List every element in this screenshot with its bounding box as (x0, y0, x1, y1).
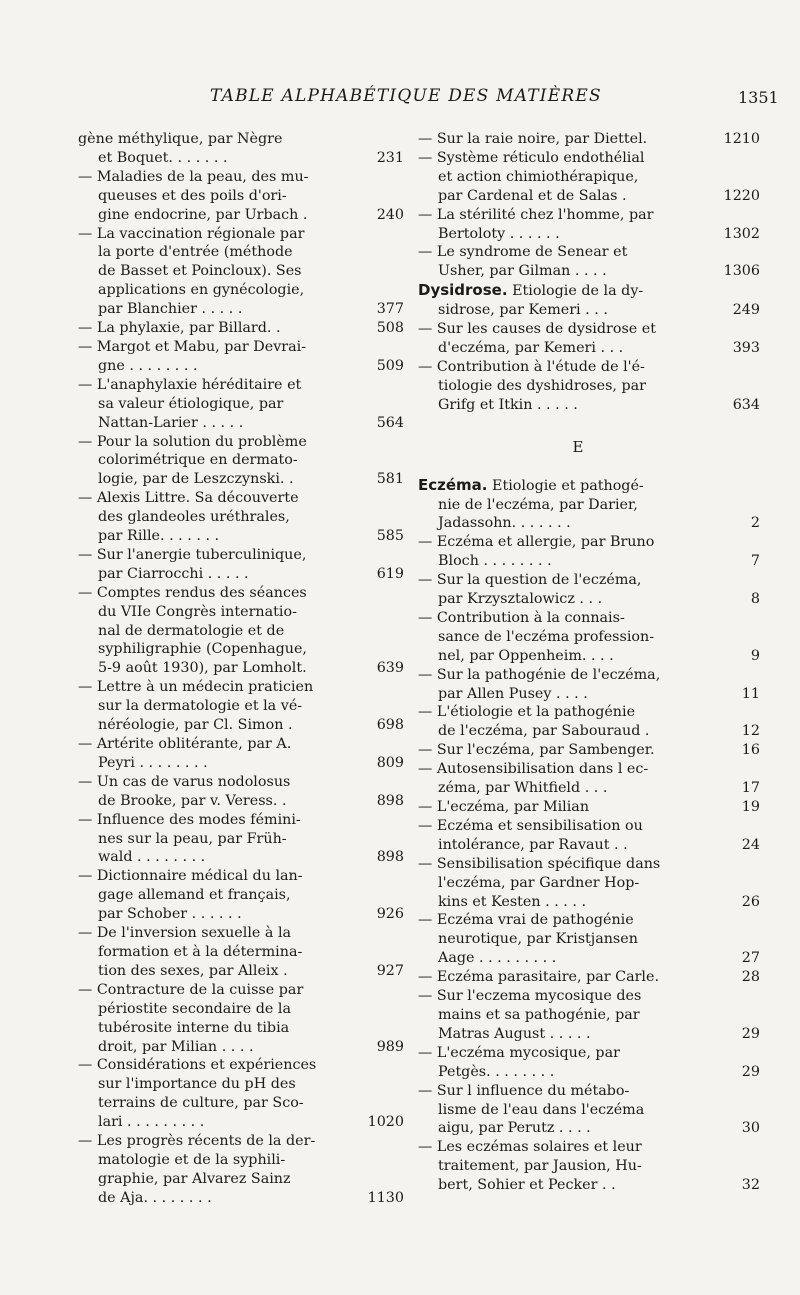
entry-page-number: 7 (750, 553, 760, 570)
index-entry (418, 1138, 760, 1195)
entry-line: de Aja. . . . . . . . (98, 1189, 212, 1206)
entry-line: — Maladies de la peau, des mu- (78, 168, 309, 185)
entry-line: — Artérite oblitérante, par A. (78, 736, 292, 752)
entry-line: bert, Sohier et Pecker . . (438, 1177, 616, 1194)
index-entry (78, 130, 404, 168)
entry-line: — Contribution à la connais- (418, 609, 625, 626)
entry-page-number: 508 (376, 320, 404, 337)
entry-page-number: 28 (741, 969, 760, 986)
index-entry (418, 609, 760, 666)
entry-page-number: 698 (376, 717, 404, 734)
index-entry (78, 678, 404, 735)
entry-line: traitement, par Jausion, Hu- (438, 1158, 642, 1175)
entry-line: intolérance, par Ravaut . . (438, 836, 628, 853)
entry-line: nal de dermatologie et de (98, 622, 285, 639)
entry-page-number: 926 (376, 906, 404, 923)
entry-page-number: 26 (741, 893, 760, 910)
index-entry (78, 168, 404, 225)
entry-page-number: 19 (741, 799, 760, 815)
index-entry (418, 243, 760, 281)
index-entry (78, 584, 404, 679)
entry-line: sa valeur étiologique, par (98, 395, 284, 412)
entry-page-number: 16 (741, 742, 760, 759)
entry-line: du VIIe Congrès internatio- (98, 603, 297, 620)
index-entry (418, 798, 760, 817)
entry-line: — Sur la pathogénie de l'eczéma, (418, 666, 661, 683)
entry-page-number: 377 (376, 301, 404, 318)
entry-line: applications en gynécologie, (98, 282, 305, 299)
entry-line: — Influence des modes fémini- (78, 811, 301, 828)
entry-page-number: 1020 (367, 1114, 404, 1131)
entry-line: graphie, par Alvarez Sainz (98, 1170, 291, 1187)
entry-line: Matras August . . . . . (438, 1025, 591, 1042)
entry-page-number: 30 (741, 1120, 760, 1137)
index-entry (418, 911, 760, 968)
entry-line: par Blanchier . . . . . (98, 301, 243, 318)
entry-page-number: 639 (376, 660, 404, 677)
entry-page-number: 585 (376, 528, 404, 545)
entry-page-number: 1130 (367, 1189, 404, 1206)
entry-line: aigu, par Perutz . . . . (438, 1120, 591, 1137)
entry-line: des glandeoles uréthrales, (98, 509, 290, 526)
entry-page-number: 24 (741, 836, 760, 853)
index-entry (418, 1044, 760, 1082)
left-column (78, 130, 404, 1208)
entry-line: logie, par de Leszczynski. . (98, 471, 294, 488)
entry-line: — Contracture de la cuisse par (78, 981, 304, 998)
index-entry (78, 338, 404, 376)
entry-line: par Cardenal et de Salas . (438, 187, 627, 204)
entry-line: — Autosensibilisation dans l ec- (418, 761, 649, 778)
entry-line: matologie et de la syphili- (98, 1151, 286, 1168)
index-entry (78, 546, 404, 584)
entry-line: — Dictionnaire médical du lan- (78, 868, 303, 885)
entry-line: et Boquet. . . . . . . (98, 149, 228, 166)
index-entry (418, 130, 760, 149)
entry-line: colorimétrique en dermato- (98, 452, 298, 469)
entry-line: — Pour la solution du problème (78, 433, 307, 450)
entry-line: Aage . . . . . . . . . (438, 950, 557, 967)
entry-line: — Sur l'eczema mycosique des (418, 988, 642, 1005)
entry-line: Eczéma. Etiologie et pathogé- (418, 475, 644, 494)
entry-line: — L'étiologie et la pathogénie (418, 704, 636, 721)
entry-line: — Eczéma vrai de pathogénie (418, 912, 634, 929)
entry-line: — Sur la question de l'eczéma, (418, 572, 642, 589)
entry-line: — Sur les causes de dysidrose et (418, 321, 656, 338)
headword: Eczéma. (418, 475, 488, 494)
entry-line: droit, par Milian . . . . (98, 1038, 254, 1055)
index-entry (418, 1082, 760, 1139)
entry-page-number: 393 (732, 339, 760, 356)
entry-line: — Alexis Littre. Sa découverte (78, 490, 299, 507)
entry-line: — Sur l'eczéma, par Sambenger. (418, 742, 655, 759)
index-entry (418, 475, 760, 534)
index-entry (418, 968, 760, 987)
entry-line: 5-9 août 1930), par Lomholt. (98, 660, 307, 677)
right-column (418, 130, 760, 1195)
index-entry (418, 358, 760, 415)
index-entry (418, 666, 760, 704)
entry-line: de Basset et Poincloux). Ses (98, 263, 302, 280)
page-header (0, 80, 800, 110)
entry-line: syphiligraphie (Copenhague, (98, 641, 307, 658)
index-entry (78, 489, 404, 546)
entry-line: — Sur l'anergie tuberculinique, (78, 546, 307, 563)
entry-line: — La stérilité chez l'homme, par (418, 206, 654, 223)
entry-page-number: 231 (376, 149, 404, 166)
index-entry (418, 703, 760, 741)
entry-page-number: 12 (741, 723, 760, 740)
entry-line: sance de l'eczéma profession- (438, 628, 655, 645)
entry-line: tiologie des dyshidroses, par (438, 377, 647, 394)
entry-line: de Brooke, par v. Veress. . (98, 792, 287, 809)
entry-line: — Contribution à l'étude de l'é- (418, 358, 645, 375)
entry-page-number: 27 (741, 950, 760, 967)
entry-line: — Les eczémas solaires et leur (418, 1139, 642, 1156)
entry-line: — Margot et Mabu, par Devrai- (78, 338, 307, 355)
entry-line: lari . . . . . . . . . (98, 1114, 205, 1131)
entry-line: queuses et des poils d'ori- (98, 187, 287, 204)
entry-page-number: 32 (741, 1177, 760, 1194)
entry-page-number: 1302 (723, 225, 760, 242)
entry-line: gine endocrine, par Urbach . (98, 206, 308, 223)
index-entry (418, 817, 760, 855)
entry-line: — Comptes rendus des séances (78, 584, 307, 601)
index-entry (78, 811, 404, 868)
entry-line: kins et Kesten . . . . . (438, 893, 587, 910)
index-entry (78, 773, 404, 811)
entry-page-number: 1210 (723, 131, 760, 147)
entry-line: — L'eczéma mycosique, par (418, 1044, 620, 1061)
entry-line: neurotique, par Kristjansen (438, 931, 638, 948)
index-entry (418, 760, 760, 798)
entry-line: — Les progrès récents de la der- (78, 1133, 316, 1150)
entry-line: par Rille. . . . . . . (98, 528, 220, 545)
entry-line: Jadassohn. . . . . . . (438, 515, 571, 532)
entry-line: d'eczéma, par Kemeri . . . (438, 339, 624, 356)
running-title: TABLE ALPHABÉTIQUE DES MATIÈRES (210, 86, 602, 106)
entry-line: par Schober . . . . . . (98, 906, 242, 923)
entry-line: Dysidrose. Etiologie de la dy- (418, 281, 644, 300)
entry-line: — L'eczéma, par Milian (418, 799, 590, 815)
right-column-top (418, 130, 760, 415)
entry-page-number: 240 (376, 206, 404, 223)
entry-page-number: 581 (376, 471, 404, 488)
entry-page-number: 509 (376, 357, 404, 374)
entry-line: Usher, par Gilman . . . . (438, 263, 607, 280)
entry-page-number: 9 (750, 647, 760, 664)
entry-line: — De l'inversion sexuelle à la (78, 925, 292, 942)
entry-line: de l'eczéma, par Sabouraud . (438, 723, 650, 740)
index-entry (418, 281, 760, 320)
entry-line: — Sur l influence du métabo- (418, 1082, 630, 1099)
index-entry (418, 533, 760, 571)
entry-page-number: 17 (741, 780, 760, 797)
entry-page-number: 619 (376, 565, 404, 582)
entry-line: — Système réticulo endothélial (418, 149, 645, 166)
entry-line: nie de l'eczéma, par Darier, (438, 496, 638, 513)
entry-line: formation et à la détermina- (98, 943, 303, 960)
index-entry (78, 1132, 404, 1208)
entry-line: par Ciarrocchi . . . . . (98, 565, 249, 582)
entry-page-number: 564 (376, 414, 404, 431)
index-entry (78, 433, 404, 490)
entry-line: wald . . . . . . . . (98, 849, 206, 866)
entry-line: gne . . . . . . . . (98, 357, 198, 374)
section-letter: E (572, 437, 584, 456)
entry-line: Petgès. . . . . . . . (438, 1063, 555, 1080)
entry-line: — Le syndrome de Senear et (418, 244, 628, 261)
entry-page-number: 898 (376, 849, 404, 866)
index-entry (418, 987, 760, 1044)
entry-line: sur l'importance du pH des (98, 1076, 296, 1093)
headword: Dysidrose. (418, 281, 508, 300)
entry-line: — La phylaxie, par Billard. . (78, 320, 281, 337)
entry-page-number: 29 (741, 1025, 760, 1042)
entry-line: sur la dermatologie et la vé- (98, 698, 303, 715)
entry-line: par Krzysztalowicz . . . (438, 591, 603, 608)
entry-page-number: 8 (750, 591, 760, 608)
entry-line: et action chimiothérapique, (438, 168, 639, 185)
entry-line: Bloch . . . . . . . . (438, 553, 552, 570)
entry-page-number: 1306 (723, 263, 760, 280)
entry-page-number: 809 (376, 754, 404, 771)
entry-line: périostite secondaire de la (98, 1000, 291, 1017)
index-entry (418, 206, 760, 244)
entry-page-number: 898 (376, 792, 404, 809)
entry-line: tubérosite interne du tibia (98, 1019, 290, 1036)
entry-line: — Eczéma parasitaire, par Carle. (418, 969, 660, 986)
entry-line: par Allen Pusey . . . . (438, 685, 588, 702)
entry-line: — La vaccination régionale par (78, 225, 305, 242)
entry-line: — Sur la raie noire, par Diettel. (418, 131, 648, 147)
entry-line: Grifg et Itkin . . . . . (438, 396, 578, 413)
entry-line: gage allemand et français, (98, 887, 291, 904)
entry-line: — Eczéma et sensibilisation ou (418, 817, 643, 834)
entry-line: — Eczéma et allergie, par Bruno (418, 534, 655, 551)
entry-line: la porte d'entrée (méthode (98, 244, 293, 261)
entry-line: nel, par Oppenheim. . . . (438, 647, 614, 664)
page-number: 1351 (738, 88, 779, 107)
entry-line: mains et sa pathogénie, par (438, 1006, 640, 1023)
index-entry (418, 320, 760, 358)
entry-line: nes sur la peau, par Früh- (98, 830, 287, 847)
entry-line: l'eczéma, par Gardner Hop- (438, 874, 640, 891)
index-entry (418, 149, 760, 206)
entry-page-number: 2 (750, 515, 760, 532)
entry-line: — Considérations et expériences (78, 1057, 317, 1074)
entry-page-number: 11 (741, 685, 760, 702)
index-entry (78, 867, 404, 924)
entry-page-number: 29 (741, 1063, 760, 1080)
entry-line: sidrose, par Kemeri . . . (438, 302, 608, 319)
entry-line: — Sensibilisation spécifique dans (418, 855, 661, 872)
entry-line: zéma, par Whitfield . . . (438, 780, 608, 797)
entry-line: — Un cas de varus nodolosus (78, 773, 291, 790)
entry-line: — Lettre à un médecin praticien (78, 679, 314, 696)
index-entry (418, 741, 760, 760)
entry-line: Peyri . . . . . . . . (98, 754, 208, 771)
entry-line: tion des sexes, par Alleix . (98, 962, 288, 979)
entry-page-number: 1220 (723, 187, 760, 204)
index-entry (78, 376, 404, 433)
index-entry (418, 571, 760, 609)
entry-page-number: 927 (376, 962, 404, 979)
index-entry (78, 924, 404, 981)
entry-page-number: 989 (376, 1038, 404, 1055)
entry-page-number: 634 (732, 396, 760, 413)
entry-line: — L'anaphylaxie héréditaire et (78, 376, 302, 393)
index-entry (78, 735, 404, 773)
entry-line: gène méthylique, par Nègre (78, 131, 283, 147)
entry-page-number: 249 (732, 302, 760, 319)
index-entry (78, 319, 404, 338)
index-entry (78, 981, 404, 1057)
entry-line: lisme de l'eau dans l'eczéma (438, 1101, 645, 1118)
right-column-bottom (418, 475, 760, 1195)
entry-line: Nattan-Larier . . . . . (98, 414, 244, 431)
index-entry (418, 855, 760, 912)
entry-line: terrains de culture, par Sco- (98, 1095, 304, 1112)
entry-line: néréologie, par Cl. Simon . (98, 717, 293, 734)
index-entry (78, 1056, 404, 1132)
entry-line: Bertoloty . . . . . . (438, 225, 560, 242)
index-entry (78, 225, 404, 320)
